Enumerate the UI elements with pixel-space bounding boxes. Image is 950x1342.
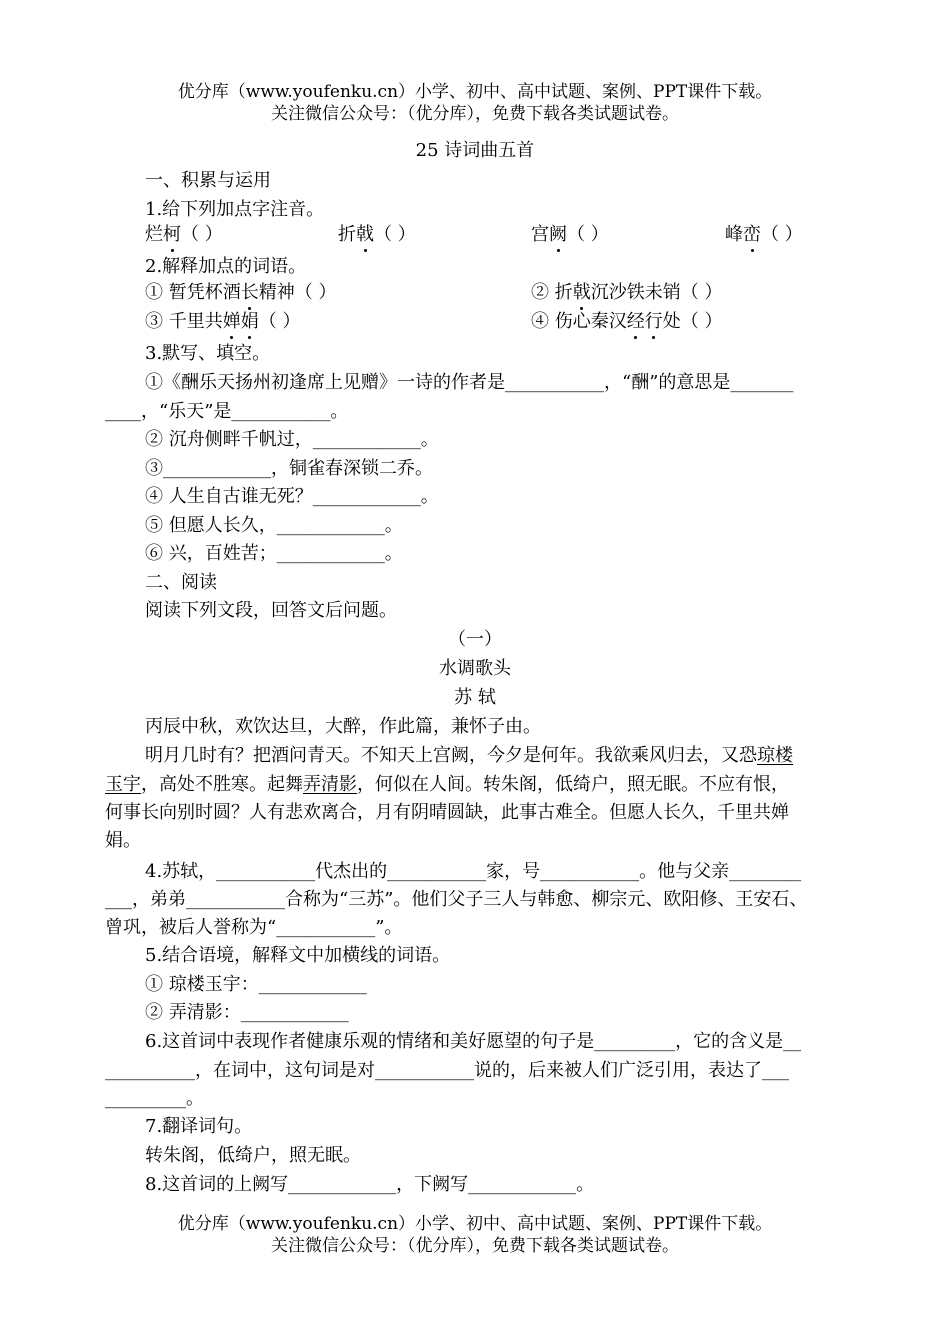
- q3-line: ③____________，铜雀春深锁二乔。: [145, 458, 433, 479]
- poem-line: 娟。: [105, 830, 141, 851]
- q1-item: 宫阙（ ）: [531, 220, 609, 246]
- underlined-term: 琼楼: [757, 745, 793, 766]
- q2-item-3: ③ 千里共婵娟（ ）: [145, 307, 300, 333]
- q3-line: ② 沉舟侧畔千帆过，____________。: [145, 429, 439, 450]
- q5-prompt: 5.结合语境，解释文中加横线的词语。: [145, 945, 451, 966]
- section1-heading: 一、积累与运用: [145, 170, 271, 191]
- q3-line: ④ 人生自古谁无死？____________。: [145, 486, 439, 507]
- footer-line-2: 关注微信公众号：（优分库），免费下载各类试题试卷。: [271, 1236, 679, 1256]
- poem-title: 水调歌头: [439, 658, 511, 679]
- q3-line: ____，“乐天”是___________。: [105, 401, 349, 422]
- underlined-term: 玉宇: [105, 774, 141, 795]
- q5-item: ② 弄清影：____________: [145, 1002, 349, 1023]
- q1-item: 峰峦（ ）: [725, 220, 803, 246]
- part-label: （一）: [448, 629, 502, 650]
- q3-line: ⑤ 但愿人长久，____________。: [145, 515, 403, 536]
- q1-item: 烂柯（ ）: [145, 220, 223, 246]
- q7-item: 转朱阁，低绮户，照无眠。: [145, 1145, 361, 1166]
- q2-item-1: ① 暂凭杯酒长精神（ ）: [145, 278, 336, 304]
- poem-line: 何事长向别时圆？人有悲欢离合，月有阴晴圆缺，此事古难全。但愿人长久，千里共婵: [105, 802, 789, 823]
- q1-item: 折戟（ ）: [338, 220, 416, 246]
- header-line-1: 优分库（www.youfenku.cn）小学、初中、高中试题、案例、PPT课件下载。: [177, 82, 773, 102]
- q1-prompt: 1.给下列加点字注音。: [145, 199, 325, 220]
- q4-line: ___，弟弟___________合称为“三苏”。他们父子三人与韩愈、柳宗元、欧阳修、王安石、: [105, 889, 808, 910]
- q6-line: 6.这首词中表现作者健康乐观的情绪和美好愿望的句子是_________，它的含义是__: [145, 1031, 802, 1052]
- reading-intro: 阅读下列文段，回答文后问题。: [145, 600, 397, 621]
- q2-prompt: 2.解释加点的词语。: [145, 256, 307, 277]
- q6-line: __________，在词中，这句词是对___________说的，后来被人们广泛引用，表达了___: [105, 1060, 789, 1081]
- section2-heading: 二、阅读: [145, 572, 217, 593]
- q3-prompt: 3.默写、填空。: [145, 343, 271, 364]
- q4-line: 曾巩，被后人誉称为“___________”。: [105, 917, 403, 938]
- page-title: 25 诗词曲五首: [415, 140, 535, 161]
- q1-items: [0, 220, 950, 246]
- q3-line: ①《酬乐天扬州初逢席上见赠》一诗的作者是___________，“酬”的意思是_______: [145, 372, 794, 393]
- footer-line-1: 优分库（www.youfenku.cn）小学、初中、高中试题、案例、PPT课件下载。: [177, 1214, 773, 1234]
- underlined-term: 弄清影: [303, 774, 357, 795]
- q4-line: 4.苏轼，___________代杰出的___________家，号___________。他与父亲________: [145, 861, 802, 882]
- q6-line: _________。: [105, 1088, 204, 1109]
- poem-line: 玉宇，高处不胜寒。起舞弄清影，何似在人间。转朱阁，低绮户，照无眠。不应有恨，: [105, 774, 789, 795]
- poem-line: 明月几时有？把酒问青天。不知天上宫阙，今夕是何年。我欲乘风归去，又恐琼楼: [145, 745, 793, 766]
- q2-item-2: ② 折戟沉沙铁未销（ ）: [531, 278, 722, 304]
- q2-item-4: ④ 伤心秦汉经行处（ ）: [531, 307, 722, 333]
- q8-line: 8.这首词的上阙写____________，下阙写____________。: [145, 1174, 595, 1195]
- header-line-2: 关注微信公众号：（优分库），免费下载各类试题试卷。: [271, 104, 679, 124]
- poem-preface: 丙辰中秋，欢饮达旦，大醉，作此篇，兼怀子由。: [145, 716, 541, 737]
- q5-item: ① 琼楼玉宇：____________: [145, 974, 367, 995]
- poem-author: 苏 轼: [454, 687, 496, 708]
- q7-prompt: 7.翻译词句。: [145, 1116, 253, 1137]
- q3-line: ⑥ 兴，百姓苦；____________。: [145, 543, 403, 564]
